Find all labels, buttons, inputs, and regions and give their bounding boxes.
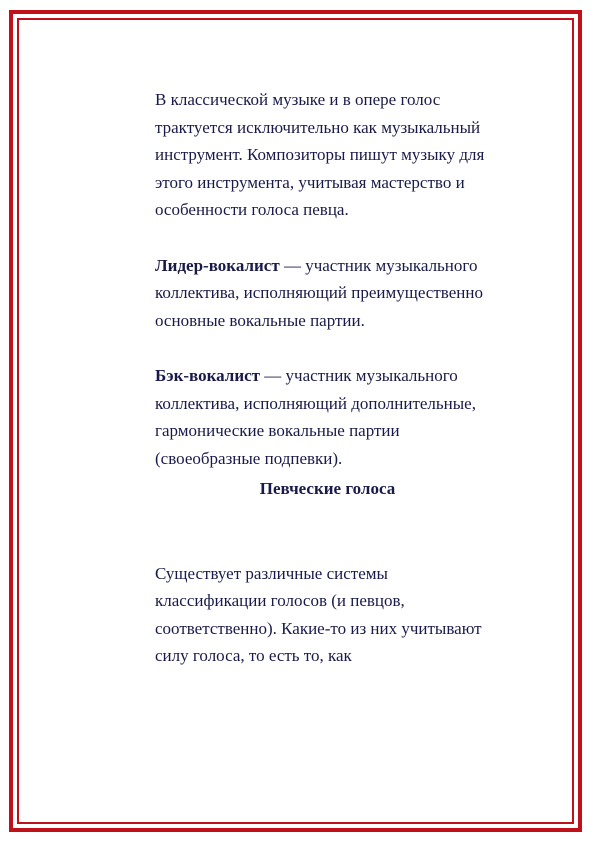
definition-back-vocalist: — участник музыкального коллектива, исполняющий дополнительные, гармонические вокальные партии (своеобразные подпевки). <box>155 366 476 468</box>
term-back-vocalist: Бэк-вокалист <box>155 366 261 385</box>
spacer <box>155 224 535 252</box>
definition-lead-vocalist: — участник музыкального коллектива, исполняющий преимущественно основные вокальные партии. <box>155 255 483 330</box>
spacer <box>155 503 535 560</box>
document-body <box>155 86 535 670</box>
term-lead-vocalist: Лидер-вокалист <box>155 255 280 275</box>
paragraph-voice-classification: Существует различные системы классификации голосов (и певцов, соответственно). Какие-то из них учитывают силу голоса, то есть то, как <box>155 563 482 665</box>
section-heading: Певческие голоса <box>259 479 396 498</box>
paragraph-voice-instrument: В классической музыке и в опере голос трактуется исключительно как музыкальный инструмент. Композиторы пишут музыку для этого инструмента, учитывая мастерство и особенности голоса певца. <box>155 90 485 219</box>
paragraph-back-vocalist <box>155 362 505 472</box>
spacer <box>155 334 535 362</box>
paragraph-lead-vocalist <box>155 252 505 335</box>
